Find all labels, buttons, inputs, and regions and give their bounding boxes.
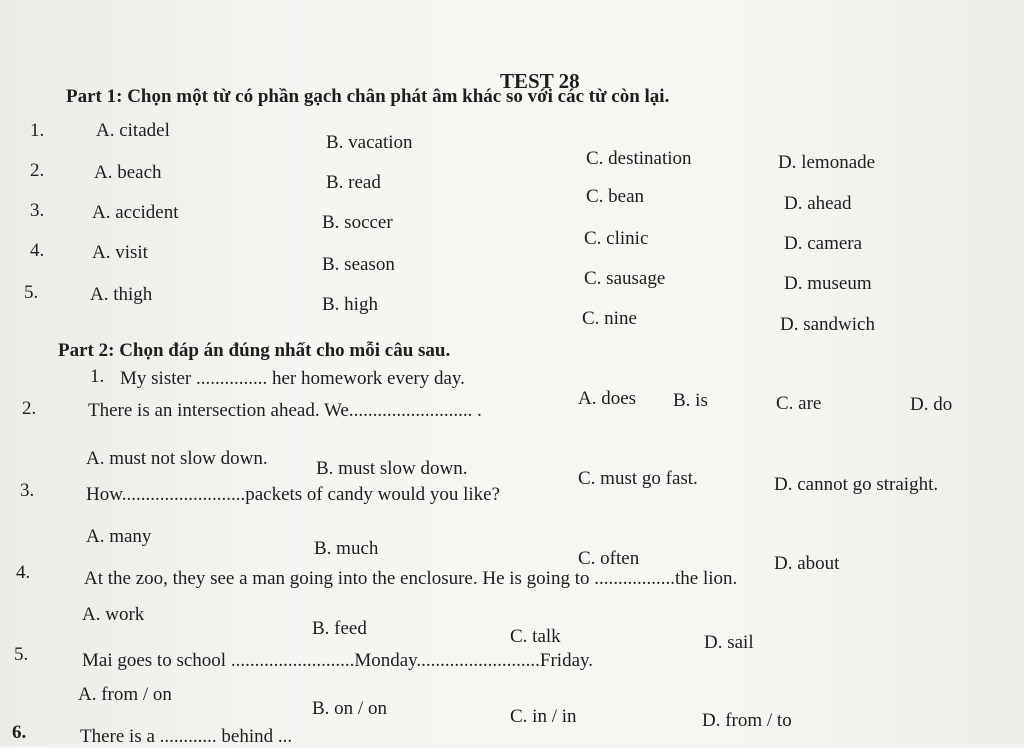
option-b: B. much <box>314 538 379 559</box>
option-a: A. work <box>82 604 145 625</box>
question-number: 1. <box>30 120 45 141</box>
option-a: A. beach <box>94 162 162 183</box>
question-number: 4. <box>16 562 31 583</box>
test-title: TEST 28 <box>500 69 580 93</box>
option-b: B. feed <box>312 618 367 639</box>
option-b: B. is <box>673 390 708 411</box>
option-c: C. often <box>578 548 640 569</box>
option-c: C. talk <box>510 626 561 647</box>
option-c: C. are <box>776 393 822 414</box>
option-d: D. do <box>910 394 953 415</box>
option-c: C. in / in <box>510 706 577 727</box>
option-b: B. on / on <box>312 698 387 719</box>
question-number: 1. <box>90 366 105 387</box>
question-number: 5. <box>14 644 29 665</box>
question-text: Mai goes to school ..........................Monday..........................Friday. <box>82 650 594 671</box>
option-d: D. lemonade <box>778 152 876 173</box>
option-b: B. vacation <box>326 132 413 153</box>
option-d: D. from / to <box>702 710 792 731</box>
question-number: 5. <box>24 282 39 303</box>
question-text: At the zoo, they see a man going into the enclosure. He is going to .................the lion. <box>84 568 738 589</box>
option-c: C. bean <box>586 186 645 207</box>
option-a: A. many <box>86 526 152 547</box>
option-c: C. clinic <box>584 228 649 249</box>
question-number: 4. <box>30 240 45 261</box>
option-a: A. from / on <box>78 684 172 705</box>
question-number: 6. <box>12 722 27 743</box>
option-b: B. read <box>326 172 381 193</box>
question-number: 2. <box>30 160 45 181</box>
option-a: A. thigh <box>90 284 153 305</box>
option-c: C. sausage <box>584 268 666 289</box>
option-d: D. sandwich <box>780 314 875 335</box>
option-d: D. camera <box>784 233 863 254</box>
option-d: D. about <box>774 553 840 574</box>
question-text: There is a ............ behind ... <box>80 726 293 747</box>
option-a: A. must not slow down. <box>86 448 268 469</box>
option-c: C. must go fast. <box>578 468 698 489</box>
option-a: A. citadel <box>96 120 170 141</box>
option-b: B. season <box>322 254 395 275</box>
option-c: C. destination <box>586 148 692 169</box>
option-d: D. museum <box>784 273 872 294</box>
question-text: My sister ............... her homework every day. <box>120 368 465 389</box>
question-text: How..........................packets of candy would you like? <box>86 484 501 505</box>
option-b: B. must slow down. <box>316 458 468 479</box>
option-d: D. sail <box>704 632 754 653</box>
option-a: A. accident <box>92 202 179 223</box>
part2-heading: Part 2: Chọn đáp án đúng nhất cho mỗi câu sau. <box>58 340 451 361</box>
option-d: D. ahead <box>784 193 852 214</box>
question-text: There is an intersection ahead. We.......................... . <box>88 400 482 421</box>
option-a: A. does <box>578 388 637 409</box>
option-d: D. cannot go straight. <box>774 474 939 495</box>
option-b: B. soccer <box>322 212 393 233</box>
option-a: A. visit <box>92 242 148 263</box>
question-number: 3. <box>20 480 35 501</box>
part1-heading: Part 1: Chọn một từ có phần gạch chân phát âm khác so với các từ còn lại. <box>66 86 670 107</box>
option-c: C. nine <box>582 308 637 329</box>
question-number: 2. <box>22 398 37 419</box>
option-b: B. high <box>322 294 378 315</box>
question-number: 3. <box>30 200 45 221</box>
